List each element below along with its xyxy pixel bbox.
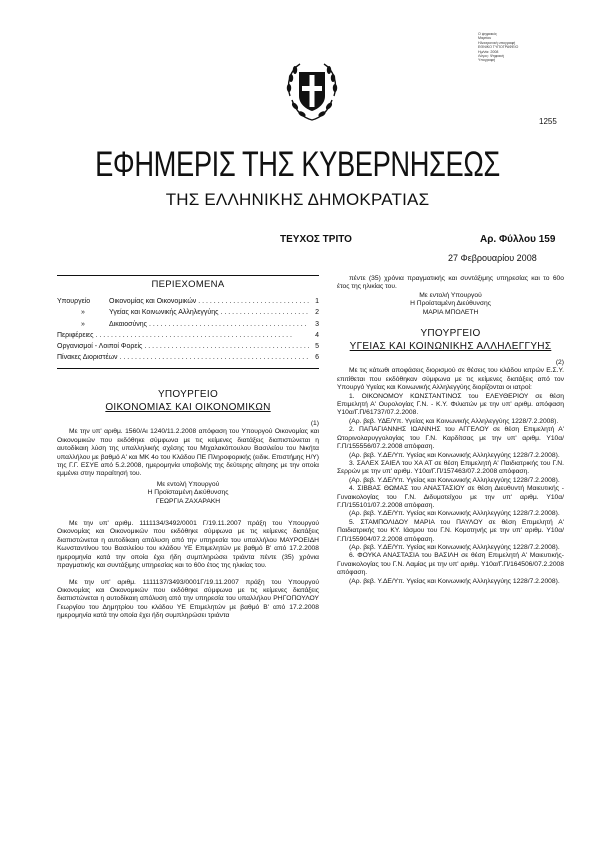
appointment-certificate: (Αρ. βεβ. ΥΔΕ/Υπ. Υγείας και Κοινωνικής Αλληλεγγύης 1228/7.2.2008). [349, 417, 559, 425]
appointment-certificate: (Αρ. βεβ. Υ.ΔΕ/Υπ. Υγείας και Κοινωνικής Αλληλεγγύης 1228/7.2.2008). [349, 476, 560, 484]
toc-page: 3 [315, 320, 319, 328]
signature-line: Η Προϊσταμένη Διεύθυνσης [147, 489, 229, 497]
toc-entry: Πίνακες Διοριστέων . . . [57, 352, 309, 363]
right-column [337, 275, 564, 586]
signature-block-1 [57, 481, 319, 506]
decision-paragraph-1: Με την υπ' αριθμ. 1560/Αι 1240/11.2.2008 απόφαση του Υπουργού Οικονομίας και Οικονομικών που εκδόθηκε σύμφωνα με τις κείμενες διατάξεις διαπιστώνεται η αυτοδίκαιη λύση της υπαλληλικής σχέσης του Μιχαλακόπουλου Βασιλείου του Νικήτα υπαλλήλου με βαθμό Α' και ΜΚ 4ο του Κλάδου ΠΕ Πληροφορικής (ειδικ. Επιστήμης Η/Υ) της Γ.Γ. ΕΣΥΕ από 5.2.2008, ημερομηνία υποβολής της δεύτερης αίτησης με την οποία εμμένει στην παραίτησή του. [57, 428, 319, 478]
signature-block-2 [337, 292, 564, 317]
issue-date: 27 Φεβρουαρίου 2008 [448, 253, 537, 263]
appointments-intro: Με τις κάτωθι αποφάσεις διορισμού σε θέσεις του κλάδου ιατρών Ε.Σ.Υ. επιτίθεται που εκδόθηκαν σύμφωνα με τις κείμενες διατάξεις από τον Υπουργό Υγείας και Κοινωνικής Αλληλεγγύης διορίζονται οι ιατροί: [337, 367, 564, 392]
signature-line: Με εντολή Υπουργού [156, 480, 220, 488]
continued-paragraph: πέντε (35) χρόνια πραγματικής και συντάξιμης υπηρεσίας και το 60ο έτος της ηλικίας του. [337, 275, 564, 291]
ministry-line-2: ΥΓΕΙΑΣ ΚΑΙ ΚΟΙΝΩΝΙΚΗΣ ΑΛΛΗΛΕΓΓΥΗΣ [349, 341, 552, 353]
page-number: 1255 [539, 117, 557, 126]
appointment-item: 5. ΣΤΑΜΠΟΛΙΔΟΥ ΜΑΡΙΑ του ΠΑΥΛΟΥ σε θέση Επιμελητή Α' Παιδιατρικής του ΚΥ. Ιάσμου του Γ.Ν. Κομοτηνής με την υπ' αριθμ. Υ10α/Γ.Π/155904/07.2.2008 απόφαση. [337, 518, 564, 543]
decision-paragraph-3: Με την υπ' αριθμ. 1111137/3493/0001Γ/19.11.2007 πράξη του Υπουργού Οικονομίας και Οικονομικών που εκδόθηκε σύμφωνα με τις κείμενες διατάξεις διαπιστώνεται η αυτοδίκαιη απόλυση από την υπηρεσία του υπαλλήλου ΡΗΓΟΠΟΥΛΟΥ Γεωργίου του Δημητρίου του κλάδου ΥΕ Επιμελητών με βαθμό Β' από 17.2.2008 ημερομηνία κατά την οποία έχει ήδη συμπληρώσει τριάντα [57, 578, 319, 620]
digital-signature-stamp [478, 32, 538, 63]
toc-page: 6 [315, 354, 319, 362]
toc-row [57, 330, 319, 341]
ministry-line-2: ΟΙΚΟΝΟΜΙΑΣ ΚΑΙ ΟΙΚΟΝΟΜΙΚΩΝ [105, 402, 271, 413]
signature-line: Η Προϊσταμένη Διεύθυνσης [410, 300, 491, 308]
gazette-subtitle: ΤΗΣ ΕΛΛΗΝΙΚΗΣ ΔΗΜΟΚΡΑΤΙΑΣ [165, 190, 430, 209]
signature-name: ΓΕΩΡΓΙΑ ΖΑΧΑΡΑΚΗ [155, 497, 221, 505]
toc-page: 1 [315, 298, 319, 305]
toc-list [57, 296, 319, 364]
toc-page: 4 [315, 331, 319, 339]
signature-line: Με εντολή Υπουργού [419, 291, 482, 299]
toc-row [57, 296, 319, 307]
decision-paragraph-2: Με την υπ' αριθμ. 1111134/3492/0001 Γ/19.11.2007 πράξη του Υπουργού Οικονομίας και Οικονομικών που εκδόθηκε σύμφωνα με τις κείμενες διατάξεις διαπιστώνεται η αυτοδίκαιη απόλυση από την υπηρεσία του υπαλλήλου ΜΑΥΡΟΕΙΔΗ Κωνσταντίνου του Βασιλείου του κλάδου ΥΕ Επιμελητών με βαθμό Β' από 17.2.2008 ημερομηνία κατά την οποία έχει ήδη συμπληρώσει τριάντα πέντε (35) χρόνια πραγματικής και συντάξιμης υπηρεσίας και το 60ο έτος της ηλικίας του. [57, 520, 319, 570]
toc-row [57, 352, 319, 363]
toc-row [57, 341, 319, 352]
stamp-line: Ο ψηφιακός [478, 32, 498, 36]
toc-page: 2 [315, 309, 319, 317]
issue-label: ΤΕΥΧΟΣ ΤΡΙΤΟ [280, 234, 352, 245]
ministry-heading-health [337, 327, 564, 353]
stamp-line: ΕΘΝΙΚΟ ΤΥΠΟΓΡΑΦΕΙΟ [478, 45, 519, 50]
table-of-contents [57, 278, 319, 364]
sheet-number: Αρ. Φύλλου 159 [480, 234, 556, 245]
decision-number-2: (2) [555, 359, 564, 367]
stamp-line: Υπογραφή [478, 58, 496, 63]
ministry-line-1: ΥΠΟΥΡΓΕΙΟ [157, 389, 219, 400]
appointment-item: 6. ΦΟΥΚΑ ΑΝΑΣΤΑΣΙΑ του ΒΑΣΙΛΗ σε θέση Επιμελητή Α' Μαιευτικής-Γυναικολογίας του Γ.Ν. Λαμίας με την υπ' αριθμ. Υ10α/Γ.Π/164506/07.2.2008 απόφαση. [337, 552, 564, 577]
left-column [57, 388, 319, 621]
toc-rule-top [57, 275, 319, 276]
appointment-item: 1. ΟΙΚΟΝΟΜΟΥ ΚΩΝΣΤΑΝΤΙΝΟΣ του ΕΛΕΥΘΕΡΙΟΥ σε θέση Επιμελητή Α' Ουρολογίας Γ.Ν. - Κ.Υ. Φιλιατών με την υπ' αριθμ. απόφαση Υ10α/Γ.Π/61737/07.2.2008. [337, 392, 564, 417]
toc-entry: Οργανισμοί - Λοιποί Φορείς . . . [57, 341, 309, 352]
toc-ministry: » [81, 320, 85, 328]
stamp-line: Μαρτίου [478, 36, 492, 41]
appointment-item: 4. ΣΙΒΒΑΣ ΘΩΜΑΣ του ΑΝΑΣΤΑΣΙΟΥ σε θέση Διευθυντή Μαιευτικής - Γυναικολογίας του Γ.Ν. Διδυμοτείχου με την υπ' αριθμ. Υ10α/Γ.Π/155101/07.2.2008 απόφαση. [337, 485, 564, 509]
toc-row [57, 307, 319, 318]
appointment-item: 3. ΣΑΛΕΧ ΣΑΙΕΛ του ΧΑ ΑΤ σε θέση Επιμελητή Α' Παιδιατρικής του Γ.Ν. Σερρών με την υπ' αριθμ. Υ10α/Γ.Π/157463/07.2.2008 απόφαση. [337, 459, 564, 476]
stamp-line: Ημ/νία: 2008 [478, 49, 499, 54]
appointment-certificate: (Αρ. βεβ. Υ.ΔΕ/Υπ. Υγείας και Κοινωνικής Αλληλεγγύης 1228/7.2.2008). [349, 510, 560, 518]
ministry-heading-economy [57, 388, 319, 414]
toc-page: 5 [315, 343, 319, 351]
appointments-list [337, 393, 564, 586]
toc-entry: Οικονομίας και Οικονομικών . . . [109, 296, 309, 307]
toc-ministry: Υπουργείο [57, 298, 91, 305]
ministry-line-1: ΥΠΟΥΡΓΕΙΟ [420, 328, 481, 340]
appointment-certificate: (Αρ. βεβ. Υ.ΔΕ/Υπ. Υγείας και Κοινωνικής Αλληλεγγύης 1228/7.2.2008). [349, 543, 560, 551]
signature-name: ΜΑΡΙΑ ΜΠΟΛΕΤΗ [422, 308, 479, 316]
toc-entry: Υγείας και Κοινωνικής Αλληλεγγύης . . . [109, 307, 309, 318]
gazette-title: ΕΦΗΜΕΡΙΣ ΤΗΣ ΚΥΒΕΡΝΗΣΕΩΣ [95, 145, 500, 184]
toc-rule-bottom [57, 368, 319, 369]
decision-number-1: (1) [310, 420, 319, 427]
appointment-certificate: (Αρ. βεβ. Υ.ΔΕ/Υπ. Υγείας και Κοινωνικής Αλληλεγγύης 1228/7.2.2008). [349, 577, 560, 585]
greek-coat-of-arms-emblem [282, 58, 342, 126]
stamp-line: Ηλεκτρονική υπογραφή [478, 40, 516, 45]
toc-heading: ΠΕΡΙΕΧΟΜΕΝΑ [151, 279, 225, 290]
toc-entry: Δικαιοσύνης . . . [109, 319, 309, 330]
toc-ministry: » [81, 309, 85, 317]
toc-entry: Περιφέρειες . . . [57, 330, 309, 341]
toc-row [57, 319, 319, 330]
appointment-certificate: (Αρ. βεβ. Υ.ΔΕ/Υπ. Υγείας και Κοινωνικής Αλληλεγγύης 1228/7.2.2008). [349, 451, 560, 459]
appointment-item: 2. ΠΑΠΑΓΙΑΝΝΗΣ ΙΩΑΝΝΗΣ του ΑΓΓΕΛΟΥ σε θέση Επιμελητή Α' Ωτορινολαρυγγολογίας του Γ.Ν. Καρδίτσας με την υπ' αριθμ. Υ10α/Γ.Π/155556/07.2.2008 απόφαση. [337, 426, 564, 451]
stamp-line: Λόγος: Ψηφιακή [478, 54, 504, 59]
